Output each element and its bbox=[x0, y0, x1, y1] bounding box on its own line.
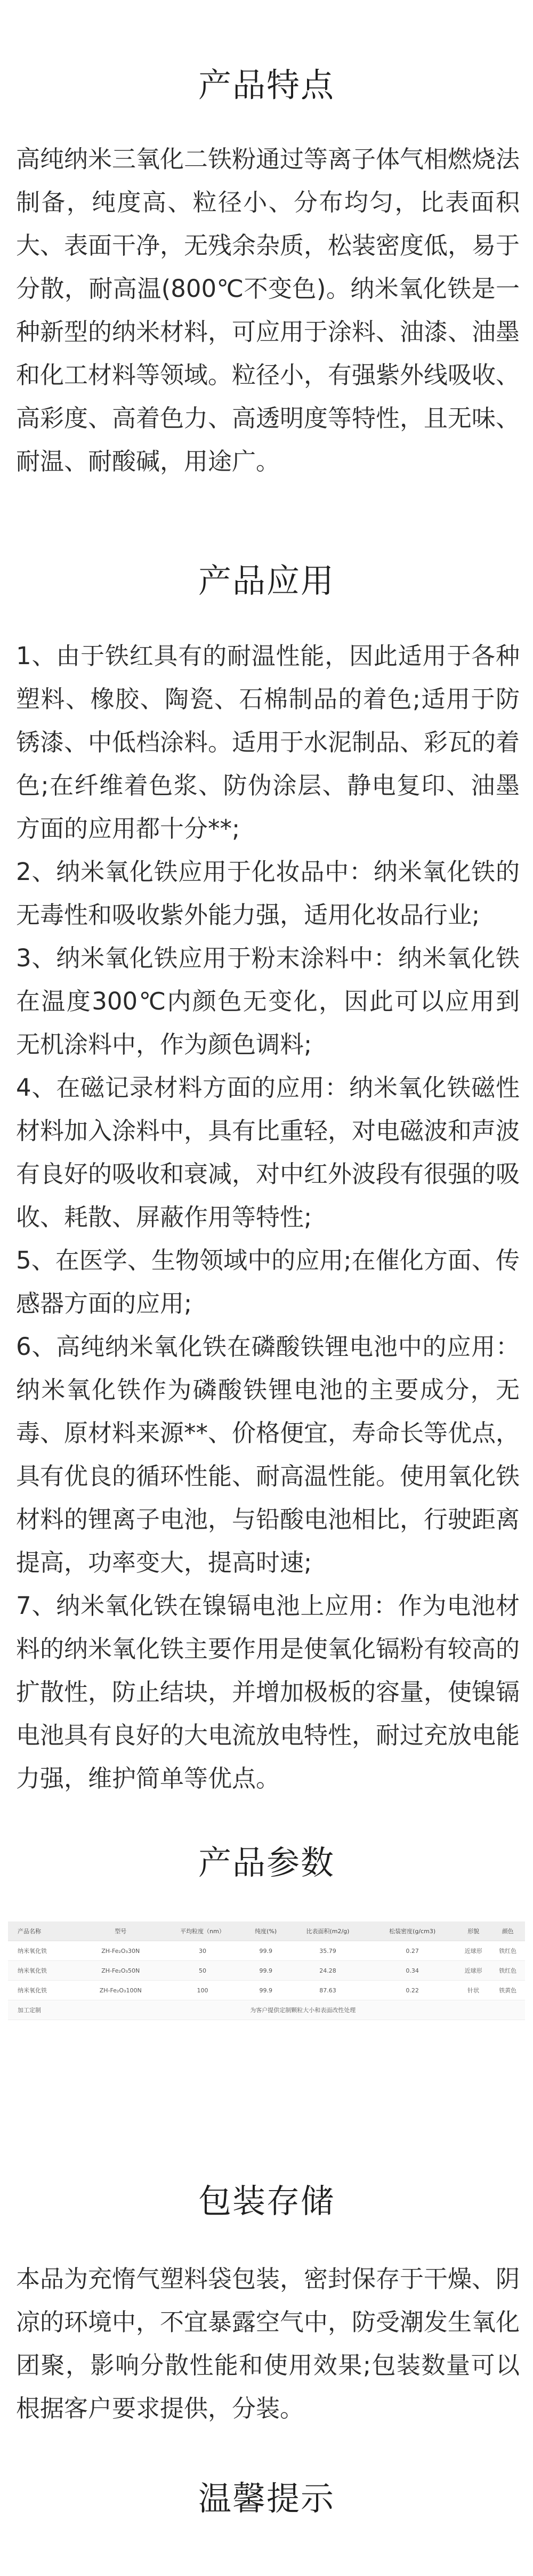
table-header-cell: 型号 bbox=[81, 1921, 160, 1941]
table-cell: ZH-Fe₂O₃100N bbox=[81, 1981, 160, 2000]
application-item-4: 4、在磁记录材料方面的应用：纳米氧化铁磁性材料加入涂料中，具有比重轻，对电磁波和声波有良好的吸收和衰减，对中红外波段有很强的吸收、耗散、屏蔽作用等特性; bbox=[16, 1073, 520, 1231]
applications-title: 产品应用 bbox=[198, 561, 335, 600]
table-header-cell: 纯度(%) bbox=[245, 1921, 287, 1941]
table-header-row bbox=[8, 1921, 525, 1941]
table-header-cell: 比表面积(m2/g) bbox=[287, 1921, 368, 1941]
table-cell: 0.27 bbox=[369, 1941, 456, 1961]
application-item-1: 1、由于铁红具有的耐温性能，因此适用于各种塑料、橡胶、陶瓷、石棉制品的着色;适用于防锈漆、中低档涂料。适用于水泥制品、彩瓦的着色;在纤维着色浆、防伪涂层、静电复印、油墨方面的应用都十分**; bbox=[16, 642, 520, 843]
application-item-5: 5、在医学、生物领域中的应用;在催化方面、传感器方面的应用; bbox=[16, 1246, 520, 1318]
storage-text: 本品为充惰气塑料袋包装，密封保存于干燥、阴凉的环境中，不宜暴露空气中，防受潮发生氧化团聚，影响分散性能和使用效果;包装数量可以根据客户要求提供，分装。 bbox=[16, 2265, 520, 2422]
table-cell: 99.9 bbox=[245, 1941, 287, 1961]
table-cell: 纳米氧化铁 bbox=[8, 1961, 81, 1981]
table-header-cell: 形貌 bbox=[456, 1921, 491, 1941]
application-item-7: 7、纳米氧化铁在镍镉电池上应用：作为电池材料的纳米氧化铁主要作用是使氧化镉粉有较高的扩散性，防止结块，并增加极板的容量，使镍镉电池具有良好的大电流放电特性，耐过充放电能力强，维护简单等优点。 bbox=[16, 1592, 520, 1792]
table-cell: 87.63 bbox=[287, 1981, 368, 2000]
table-row bbox=[8, 1981, 525, 2000]
table-cell: 0.34 bbox=[369, 1961, 456, 1981]
table-cell: 30 bbox=[160, 1941, 245, 1961]
table-cell: 近球形 bbox=[456, 1961, 491, 1981]
table-row bbox=[8, 1941, 525, 1961]
custom-label-cell: 加工定制 bbox=[8, 2000, 81, 2020]
application-item-6: 6、高纯纳米氧化铁在磷酸铁锂电池中的应用：纳米氧化铁作为磷酸铁锂电池的主要成分，无毒、原材料来源**、价格便宜，寿命长等优点，具有优良的循环性能、耐高温性能。使用氧化铁材料的锂离子电池，与铅酸电池相比，行驶距离提高，功率变大，提高时速; bbox=[16, 1333, 520, 1577]
storage-title: 包装存储 bbox=[198, 2182, 335, 2220]
features-text: 高纯纳米三氧化二铁粉通过等离子体气相燃烧法制备，纯度高、粒径小、分布均匀，比表面积大、表面干净，无残余杂质，松装密度低，易于分散，耐高温(800℃不变色)。纳米氧化铁是一种新型的纳米材料，可应用于涂料、油漆、油墨和化工材料等领域。粒径小，有强紫外线吸收、高彩度、高着色力、高透明度等特性，且无味、耐温、耐酸碱，用途广。 bbox=[16, 145, 520, 475]
parameters-table bbox=[8, 1921, 525, 2020]
table-cell: 99.9 bbox=[245, 1981, 287, 2000]
table-header-cell: 平均粒度（nm） bbox=[160, 1921, 245, 1941]
application-item-2: 2、纳米氧化铁应用于化妆品中：纳米氧化铁的无毒性和吸收紫外能力强，适用化妆品行业; bbox=[16, 858, 520, 929]
applications-list bbox=[16, 634, 520, 1800]
table-cell: 99.9 bbox=[245, 1961, 287, 1981]
table-cell: 100 bbox=[160, 1981, 245, 2000]
table-cell: 50 bbox=[160, 1961, 245, 1981]
table-row-custom bbox=[8, 2000, 525, 2020]
table-cell: 35.79 bbox=[287, 1941, 368, 1961]
table-cell: 铁红色 bbox=[490, 1941, 525, 1961]
table-cell: 0.22 bbox=[369, 1981, 456, 2000]
table-row bbox=[8, 1961, 525, 1981]
table-header-cell: 颜色 bbox=[490, 1921, 525, 1941]
table-cell: 24.28 bbox=[287, 1961, 368, 1981]
features-title: 产品特点 bbox=[198, 66, 335, 104]
table-header-cell: 松装密度(g/cm3) bbox=[369, 1921, 456, 1941]
tips-title: 温馨提示 bbox=[198, 2479, 335, 2518]
table-cell: 针状 bbox=[456, 1981, 491, 2000]
table-cell: 铁红色 bbox=[490, 1961, 525, 1981]
parameters-title: 产品参数 bbox=[198, 1843, 335, 1882]
table-cell: 纳米氧化铁 bbox=[8, 1941, 81, 1961]
table-cell: 纳米氧化铁 bbox=[8, 1981, 81, 2000]
custom-note-cell: 为客户提供定制颗粒大小和表面改性处理 bbox=[81, 2000, 525, 2020]
table-cell: ZH-Fe₂O₃30N bbox=[81, 1941, 160, 1961]
table-header-cell: 产品名称 bbox=[8, 1921, 81, 1941]
application-item-3: 3、纳米氧化铁应用于粉末涂料中：纳米氧化铁在温度300℃内颜色无变化，因此可以应用到无机涂料中，作为颜色调料; bbox=[16, 944, 520, 1059]
table-cell: 近球形 bbox=[456, 1941, 491, 1961]
table-cell: 铁黄色 bbox=[490, 1981, 525, 2000]
table-cell: ZH-Fe₂O₃50N bbox=[81, 1961, 160, 1981]
